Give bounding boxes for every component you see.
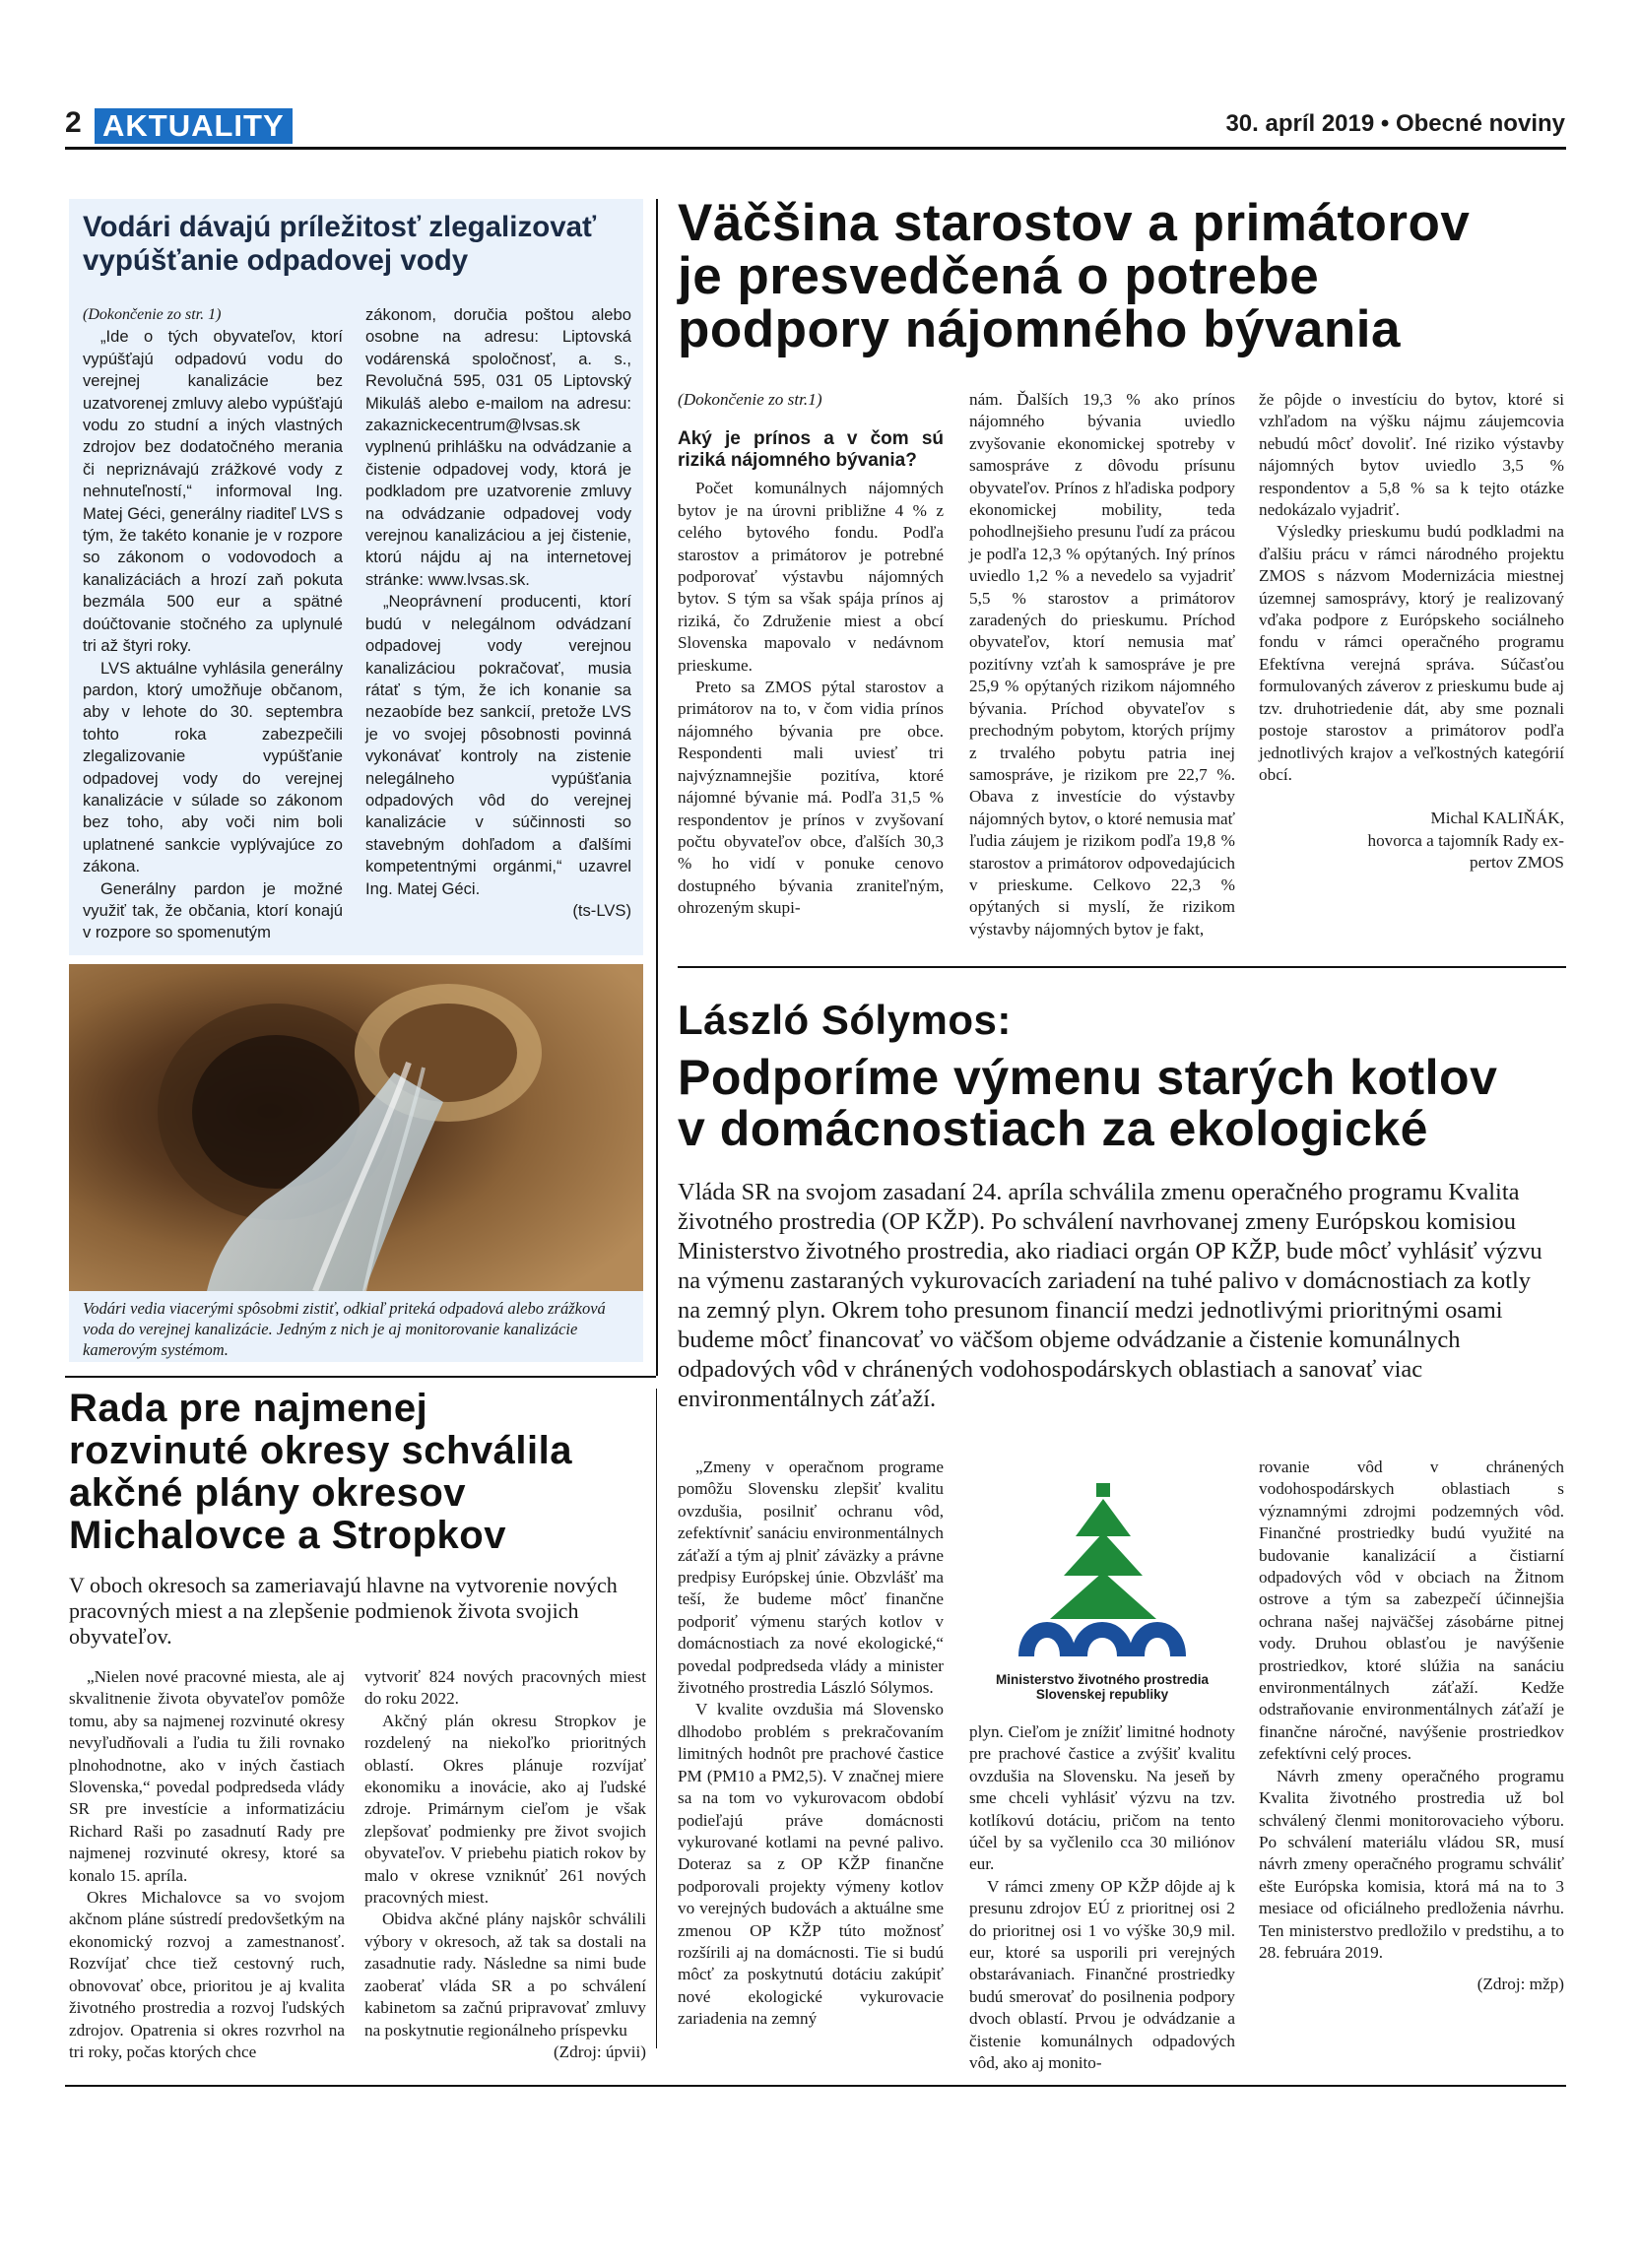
article3-title [678, 1052, 1569, 1154]
article3-col3 [1259, 1457, 1564, 1996]
article3-lead: Vláda SR na svojom zasadaní 24. apríla schválila zmenu operačného programu Kvalita životného prostredia (OP KŽP). Po schválení navrhovanej zmeny Európskou komisiou Ministerstvo životného prostredia, ako riadiaci orgán OP KŽP, bude môcť vyhlásiť výzvu na výmenu zastaraných vykurovacích zariadení na tuhé palivo v domácnostiach za kotly na zemný plyn. Okrem toho presunom financií medzi jednotlivými prioritnými osami budeme môcť financovať vo väčšom objeme odvádzanie a čistenie komunálnych odpadových vôd v chránených vodohospodárskych oblastiach a sanovať viac environmentálnych záťaží. [678, 1179, 1542, 1412]
article1-title [83, 211, 634, 278]
article4-title [69, 1388, 640, 1557]
author-role: pertov ZMOS [1470, 853, 1564, 873]
column-rule [656, 1389, 657, 2048]
sewer-pipe-image [69, 964, 643, 1291]
article1-title-line: Vodári dávajú príležitosť zlegalizovať [83, 211, 597, 243]
footer-rule [65, 2085, 1566, 2087]
source: (ts-LVS) [572, 900, 631, 920]
source: (Zdroj: úpvii) [553, 2041, 646, 2061]
article2-bottom-rule [678, 966, 1566, 968]
paragraph: rovanie vôd v chránených vodohospodárskych oblastiach s významnými zdrojmi podzemných vôd. Finančné prostriedky budú využité na budovanie kanalizácií a čistiarní odpadových vôd v obciach na Žitnom ostrove a tým sa zabezpečí účinnejšia ochrana našej najväčšej zásobárne pitnej vody. Druhou oblasťou je navýšenie prostriedkov, ktoré slúžia na sanáciu environmentálnych záťaží. Kedže odstraňovanie environmentálnych záťaží je finančne náročné, navýšenie prostriedkov zefektívni celý proces. [1259, 1458, 1564, 1764]
article2-title-line: podpory nájomného bývania [678, 300, 1401, 358]
paragraph: zákonom, doručia poštou alebo osobne na adresu: Liptovská vodárenská spoločnosť, a. s., Revolučná 595, 031 05 Liptovský Mikuláš alebo e-mailom na adresu: zakaznickecentrum@lvsas.sk vyplnenú prihlášku na odvádzanie a čistenie odpadovej vody, ktorá je podkladom pre uzatvorenie zmluvy na odvádzanie odpadovej vody verejnou kanalizáciou a jej čistenie, ktorú nájdu aj na internetovej stránke: www.lvsas.sk. [365, 305, 631, 589]
paragraph: Výsledky prieskumu budú podkladmi na ďalšiu prácu v rámci národného projektu ZMOS s názvom Modernizácia miestnej územnej samosprávy, ktorý je realizovaný vďaka podpore z Európskeho sociálneho fondu v rámci operačného programu Efektívna verejná správa. Súčasťou formulovaných záverov z prieskumu bude aj tzv. druhotriedenie dát, aby sme poznali postoje starostov a primátorov podľa jednotlivých krajov a veľkostných kategórií obcí. [1259, 522, 1564, 784]
article2-title-line: Väčšina starostov a primátorov [678, 194, 1471, 252]
paragraph: „Neoprávnení producenti, ktorí budú v nelegálnom odvádzaní odpadovej vody verejnou kanalizáciou pokračovať, musia rátať s tým, že ich konanie sa nezaobíde bez sankcií, pretože LVS je vo svojej pôsobnosti povinná vykonávať kontroly na zistenie nelegálneho vypúšťania odpadových vôd do verejnej kanalizácie v súčinnosti so stavebným dohľadom a ďalšími kompetentnými orgánmi,“ uzavrel Ing. Matej Géci. [365, 592, 631, 898]
paragraph: V rámci zmeny OP KŽP dôjde aj k presunu zdrojov EÚ z prioritnej osi 2 do prioritnej osi 1 vo výške 30,9 mil. eur, ktoré sa usporili pri verejných obstarávaniach. Finančné prostriedky budú smerovať do posilnenia podpory dvoch oblastí. Prvou je odvádzanie a čistenie komunálnych odpadových vôd, ako aj monito- [969, 1876, 1235, 2073]
article4-title-line: rozvinuté okresy schválila [69, 1429, 573, 1472]
paragraph: že pôjde o investíciu do bytov, ktoré si vzhľadom na výšku nájmu záujemcovia nebudú môcť dovoliť. Iné riziko výstavby nájomných bytov uviedlo 3,5 % respondentov a 5,8 % sa k tejto otázke nedokázalo vyjadriť. [1259, 390, 1564, 520]
article3-title-line: Podporíme výmenu starých kotlov [678, 1050, 1498, 1105]
author-role: hovorca a tajomník Rady ex- [1367, 830, 1564, 850]
paragraph: „Ide o tých obyvateľov, ktorí vypúšťajú odpadovú vodu do verejnej kanalizácie bez uzatvorenej zmluvy alebo vypúšťajú vodu zo studní a iných vlastných zdrojov bez dodatočného merania či nepriznávajú zrážkové vody z nehnuteľností,“ informoval Ing. Matej Géci, generálny riaditeľ LVS s tým, že takéto konanie je v rozpore so zákonom o vodovodoch a kanalizáciách a hrozí zaň pokuta bezmála 500 eur a spätné doúčtovanie stočného za uplynulé tri až štyri roky. [83, 327, 343, 656]
column-rule [656, 199, 658, 1376]
paragraph: „Nielen nové pracovné miesta, ale aj skvalitnenie života obyvateľov pomôže tomu, aby sa najmenej rozvinuté okresy nevyľudňovali a ľudia tu žili rovnako plnohodnotne, ako v iných častiach Slovenska,“ povedal podpredseda vlády SR pre investície a informatizáciu Richard Raši po zasadnutí Rady pre najmenej rozvinuté okresy, ktoré sa konalo 15. apríla. [69, 1667, 345, 1885]
article3-title-line: v domácnostiach za ekologické [678, 1101, 1428, 1156]
page-number: 2 [65, 106, 82, 139]
article3-kicker: László Sólymos: [678, 997, 1012, 1043]
article4-title-line: Rada pre najmenej [69, 1387, 428, 1430]
article1-title-line: vypúšťanie odpadovej vody [83, 244, 469, 277]
article2-title [678, 194, 1564, 358]
date-paper-name: 30. apríl 2019 • Obecné noviny [1225, 110, 1565, 137]
header-rule [65, 147, 1566, 150]
article4-col1 [69, 1666, 345, 2063]
continued-note: (Dokončenie zo str. 1) [83, 306, 222, 323]
article2-subhead: Aký je prínos a v čom sú riziká nájomného bývania? [678, 428, 944, 472]
article2-col2 [969, 389, 1235, 940]
article4-lead: V oboch okresoch sa zameriavajú hlavne na vytvorenie nových pracovných miest a na zlepšenie podmienok života svojich obyvateľov. [69, 1573, 618, 1649]
paragraph: Okres Michalovce sa vo svojom akčnom pláne sústredí predovšetkým na ekonomický rozvoj a zamestnanosť. Rozvíjať chce tiež cestovný ruch, obnovovať obce, prioritou je aj kvalita životného prostredia a rozvoj ľudských zdrojov. Opatrenia si okres rozvrhol na tri roky, počas ktorých chce [69, 1888, 345, 2061]
sewer-photo [69, 964, 643, 1291]
article4-top-rule [65, 1376, 656, 1378]
article3-col1 [678, 1457, 944, 2031]
article2-title-line: je presvedčená o potrebe [678, 247, 1320, 305]
author-name: Michal KALIŇÁK, [1430, 809, 1564, 828]
paragraph: Generálny pardon je možné využiť tak, že občania, ktorí konajú v rozpore so spomenutým [83, 878, 343, 942]
paragraph: LVS aktuálne vyhlásila generálny pardon, ktorý umožňuje občanom, aby v lehote do 30. septembra tohto roka zabezpečili zlegalizovanie vypúšťanie odpadovej vody do verejnej kanalizácie v súlade so zákonom bez toho, aby voči nim boli uplatnené sankcie vyplývajúce zo zákona. [83, 658, 343, 876]
paragraph: plyn. Cieľom je znížiť limitné hodnoty pre prachové častice a zvýšiť kvalitu ovzdušia na Slovensku. Na jeseň by sme chceli vyhlásiť výzvu na tzv. kotlíkovú dotáciu, pričom na tento účel by sa vyčlenilo cca 30 miliónov eur. [969, 1722, 1235, 1874]
paragraph: Obidva akčné plány najskôr schválili výbory v okresoch, až tak sa dostali na zasadnutie rady. Následne sa nimi bude zaoberať vláda SR a po schválení kabinetom sa začnú pripravovať zmluvy na poskytnutie regionálneho príspevku [364, 1910, 646, 2040]
tree-water-logo-icon [969, 1473, 1235, 1660]
article2-col1 [678, 389, 944, 920]
paragraph: Akčný plán okresu Stropkov je rozdelený na niekoľko prioritných oblastí. Okres plánuje rozvíjať ekonomiku a inovácie, ako aj ľudské zdroje. Primárnym cieľom je však zlepšovať podmienky pre život svojich obyvateľov. V priebehu piatich rokov by malo v okrese vzniknúť 261 nových pracovných miest. [364, 1711, 646, 1908]
source: (Zdroj: mžp) [1476, 1975, 1564, 1994]
ministry-logo [969, 1473, 1235, 1700]
paragraph: Preto sa ZMOS pýtal starostov a primátorov na to, v čom vidia prínos nájomného bývania pre obce. Respondenti mali uviesť tri najvýznamnejšie pozitíva, ktoré nájomné bývanie má. Podľa 31,5 % respondentov je prínos v zvyšovaní počtu obyvateľov obce, ďalších 30,3 % ho vidí v ponuke cenovo dostupného bývania zraniteľným, ohrozeným skupi- [678, 678, 944, 918]
logo-text: Slovenskej republiky [1035, 1687, 1169, 1702]
photo-caption: Vodári vedia viacerými spôsobmi zistiť, odkiaľ priteká odpadová alebo zrážková voda do verejnej kanalizácie. Jedným z nich je aj monitorovanie kanalizácie kamerovým systémom. [83, 1299, 606, 1359]
article4-col2 [364, 1666, 646, 2063]
article4-title-line: Michalovce a Stropkov [69, 1514, 506, 1557]
paragraph: Počet komunálnych nájomných bytov je na úrovni približne 4 % z celého bytového fondu. Podľa starostov a primátorov je potrebné podporovať výstavbu nájomných bytov. S tým sa však spája prínos aj riziká, čo Združenie miest a obcí Slovenska mapovalo v nedávnom prieskume. [678, 479, 944, 675]
article1-col1 [83, 304, 343, 944]
logo-text: Ministerstvo životného prostredia [995, 1672, 1210, 1687]
continued-note: (Dokončenie zo str.1) [678, 390, 822, 409]
article1-col2 [365, 304, 631, 922]
article4-title-line: akčné plány okresov [69, 1471, 467, 1515]
article2-col3 [1259, 389, 1564, 875]
article3-col2 [969, 1721, 1235, 2075]
paragraph: nám. Ďalších 19,3 % ako prínos nájomného bývania uviedlo zvyšovanie ekonomickej spotreby v samospráve z dôvodu prísunu obyvateľov. Prínos z hľadiska podpory ekonomickej mobility, teda pohodlnejšieho presunu ľudí za prácou je podľa 12,3 % opýtaných. Iný prínos uviedlo 1,2 % a nevedelo sa vyjadriť 5,5 % starostov a primátorov zaradených do prieskumu. Príchod obyvateľov, ktorí nemusia mať pozitívny vzťah k samospráve je pre 25,9 % opýtaných rizikom nájomného bývania. Príchod obyvateľov s prechodným pobytom, ktorých príjmy z trvalého pobytu patria inej samospráve, je rizikom pre 22,7 %. Obava z investície do výstavby nájomných bytov, o ktoré nemusia mať ľudia záujem je rizikom podľa 19,8 % starostov a primátorov odpovedajúcich v prieskume. Celkovo 22,3 % opýtaných si myslí, že rizikom výstavby nájomných bytov je fakt, [969, 390, 1235, 939]
paragraph: Návrh zmeny operačného programu Kvalita životného prostredia už bol schválený členmi monitorovacieho výboru. Po schválení materiálu vládou SR, musí návrh zmeny operačného programu schváliť ešte Európska komisia, ktorá má na to 3 mesiace od oficiálneho predloženia návrhu. Ten ministerstvo predložilo v predstihu, a to 28. februára 2019. [1259, 1766, 1564, 1962]
paragraph: „Zmeny v operačnom programe pomôžu Slovensku zlepšiť kvalitu ovzdušia, posilniť ochranu vôd, zefektívniť sanáciu environmentálnych záťaží a tým aj plniť záväzky a právne predpisy Európskej únie. Obzvlášť ma teší, že budeme môcť finančne podporiť výmenu starých kotlov v domácnostiach za nové ekologické,“ povedal podpredseda vlády a minister životného prostredia László Sólymos. [678, 1458, 944, 1698]
paragraph: vytvoriť 824 nových pracovných miest do roku 2022. [364, 1667, 646, 1709]
rubric-label: AKTUALITY [95, 108, 293, 144]
paragraph: V kvalite ovzdušia má Slovensko dlhodobo problém s prekračovaním limitných hodnôt pre prachové častice PM (PM10 a PM2,5). V značnej miere sa na tom vo vykurovacom období podieľajú práve domácnosti vykurované kotlami na pevné palivo. Doteraz sa z OP KŽP finančne podporovali projekty výmeny kotlov vo verejných budovách a aktuálne sme zmenou OP KŽP túto možnosť rozšírili aj na domácnosti. Tie si budú môcť za poskytnutú dotáciu zakúpiť nové ekologické vykurovacie zariadenia na zemný [678, 1700, 944, 2029]
